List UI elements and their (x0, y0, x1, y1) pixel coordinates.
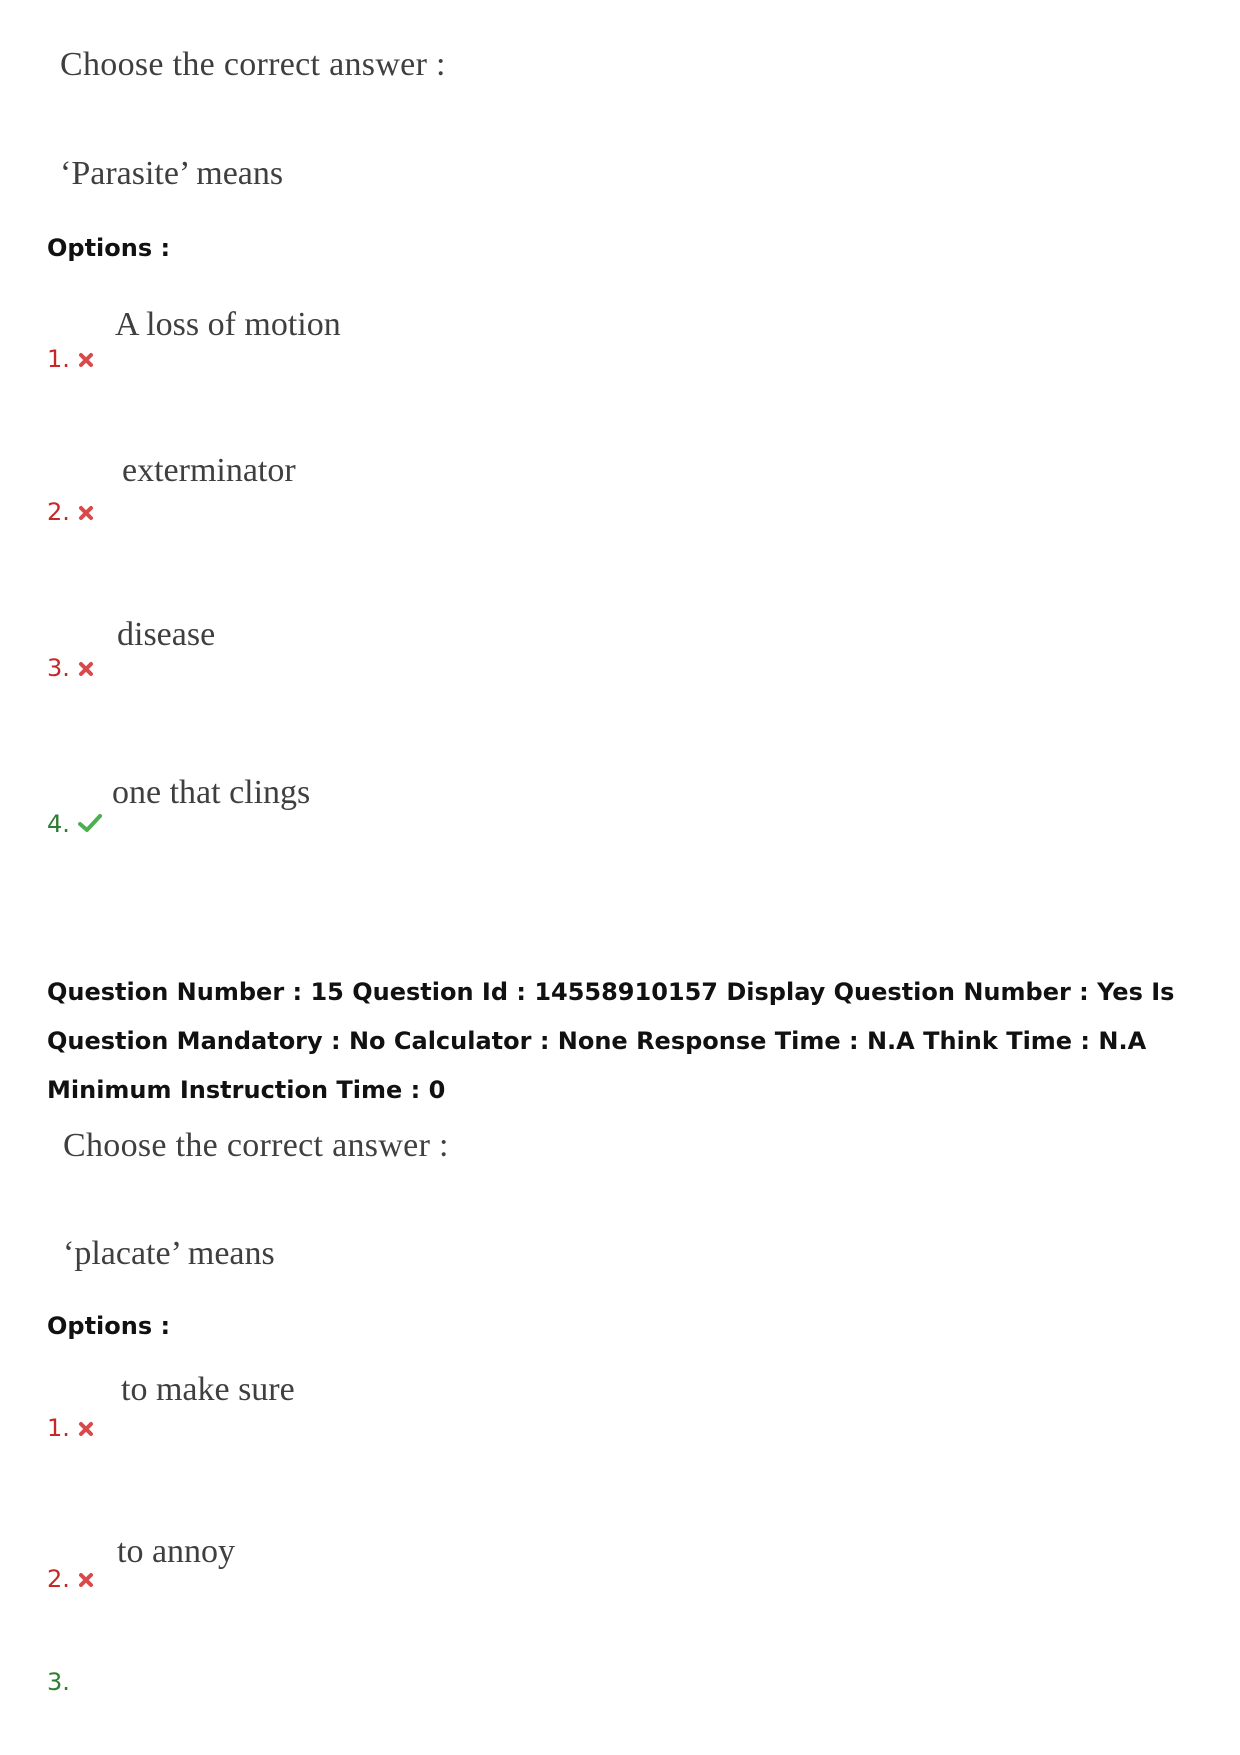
question-text: ‘placate’ means (63, 1235, 275, 1272)
question-text: ‘Parasite’ means (60, 155, 284, 192)
option-text: exterminator (122, 452, 296, 489)
options-label: Options : (47, 1312, 171, 1340)
option-number (47, 498, 94, 527)
cross-icon (78, 346, 94, 374)
cross-icon (78, 499, 94, 527)
option-number (47, 654, 94, 683)
cross-icon (78, 1566, 94, 1594)
option-number-label: 2. (47, 1565, 70, 1593)
option-number (47, 1565, 94, 1594)
option-number-label: 4. (47, 810, 70, 838)
option-number-label: 1. (47, 1414, 70, 1442)
instruction-text: Choose the correct answer : (60, 46, 446, 83)
option-text: to annoy (117, 1533, 236, 1570)
option-number (47, 1414, 94, 1443)
cross-icon (78, 1415, 94, 1443)
option-number-label: 2. (47, 498, 70, 526)
option-number (47, 1668, 70, 1696)
option-number-label: 3. (47, 654, 70, 682)
question-metadata: Question Number : 15 Question Id : 14558910157 Display Question Number : Yes Is Question Mandatory : No Calculator : None Response Time : N.A Think Time : N.A Minimum Instruction Time : 0 (47, 978, 1175, 1104)
option-number-label: 3. (47, 1668, 70, 1696)
option-text: to make sure (121, 1371, 295, 1408)
option-text: disease (117, 616, 216, 653)
option-text: one that clings (112, 774, 311, 811)
options-label: Options : (47, 234, 171, 262)
cross-icon (78, 655, 94, 683)
option-number (47, 345, 94, 374)
instruction-text: Choose the correct answer : (63, 1127, 449, 1164)
option-number-label: 1. (47, 345, 70, 373)
option-text: A loss of motion (115, 306, 341, 343)
check-icon (78, 811, 102, 839)
option-number (47, 810, 102, 839)
